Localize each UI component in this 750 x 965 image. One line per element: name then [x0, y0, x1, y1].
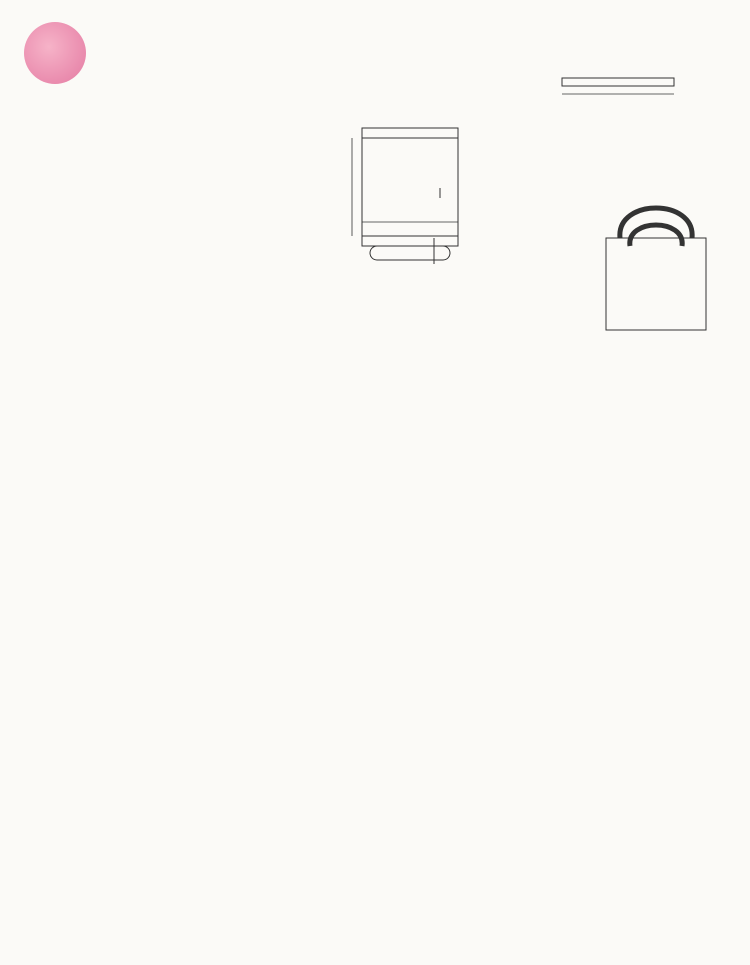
handle-strip	[562, 78, 674, 86]
bag-body	[362, 128, 458, 246]
flower-badge-icon	[24, 22, 86, 84]
stitch-chart	[30, 370, 590, 925]
diagrams-top	[300, 28, 750, 348]
finished-bag	[606, 238, 706, 330]
bag-bottom	[370, 246, 450, 260]
handle-stitch-chart	[640, 575, 740, 945]
handle-chart-block	[575, 462, 750, 468]
handle-front	[630, 225, 682, 246]
